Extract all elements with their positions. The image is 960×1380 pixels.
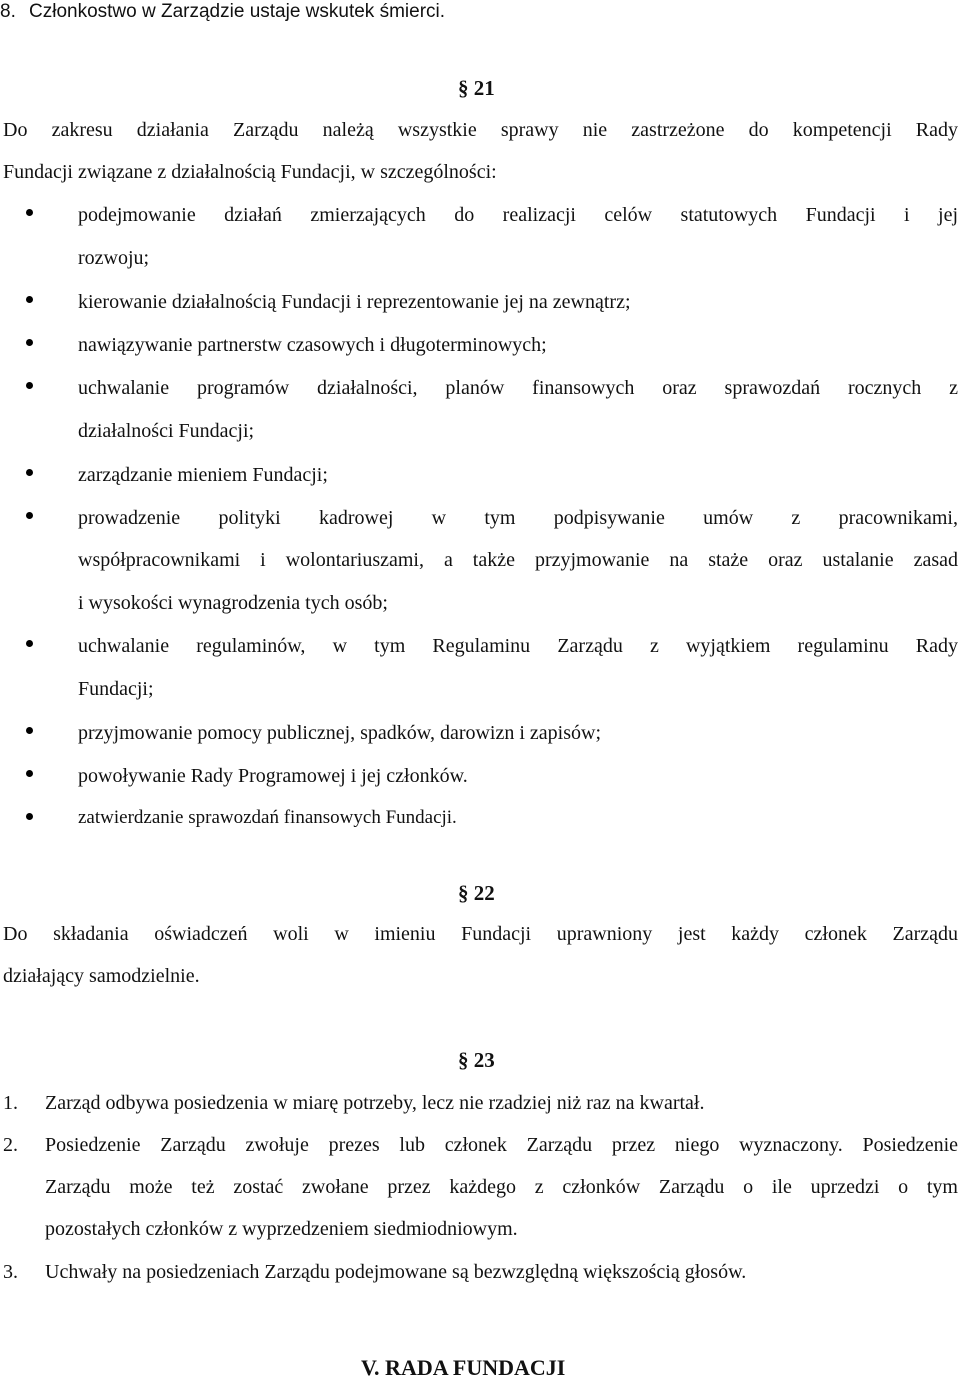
- bullet-9-line-1: powoływanie Rady Programowej i jej członków.: [78, 765, 468, 787]
- section-23-mark: § 23: [458, 1048, 495, 1072]
- section-21-intro-line-2: Fundacji związane z działalnością Fundacji, w szczególności:: [3, 161, 497, 183]
- bullet-5-line-1: zarządzanie mieniem Fundacji;: [78, 464, 328, 486]
- item-text: Członkostwo w Zarządzie ustaje wskutek śmierci.: [29, 1, 446, 22]
- bullet-icon: [26, 469, 33, 476]
- item-1-number: 1.: [3, 1092, 18, 1114]
- item-1-line-1: Zarząd odbywa posiedzenia w miarę potrzeby, lecz nie rzadziej niż raz na kwartał.: [45, 1092, 705, 1114]
- section-22-line-2: działający samodzielnie.: [3, 965, 200, 987]
- bullet-icon: [26, 339, 33, 346]
- bullet-4-line-2: działalności Fundacji;: [78, 420, 255, 442]
- item-3-number: 3.: [3, 1261, 18, 1283]
- bullet-icon: [26, 209, 33, 216]
- bullet-icon: [26, 727, 33, 734]
- bullet-icon: [26, 813, 33, 820]
- bullet-icon: [26, 770, 33, 777]
- bullet-7-line-2: Fundacji;: [78, 678, 154, 700]
- bullet-7-line-1: uchwalanie regulaminów, w tym Regulaminu Zarządu z wyjątkiem regulaminu Rady: [78, 635, 958, 657]
- bullet-icon: [26, 296, 33, 303]
- bullet-6-line-2: współpracownikami i wolontariuszami, a także przyjmowanie na staże oraz ustalanie zasad: [78, 549, 958, 571]
- section-22-line-1: Do składania oświadczeń woli w imieniu Fundacji uprawniony jest każdy członek Zarządu: [3, 923, 958, 945]
- item-number: 8.: [0, 1, 16, 22]
- section-21-intro-line-1: Do zakresu działania Zarządu należą wszystkie sprawy nie zastrzeżone do kompetencji Rady: [3, 119, 958, 141]
- bullet-4-line-1: uchwalanie programów działalności, planów finansowych oraz sprawozdań rocznych z: [78, 377, 958, 399]
- bullet-2-line-1: kierowanie działalnością Fundacji i reprezentowanie jej na zewnątrz;: [78, 291, 631, 313]
- item-2-line-3: pozostałych członków z wyprzedzeniem siedmiodniowym.: [45, 1218, 518, 1240]
- section-22-mark: § 22: [458, 881, 495, 905]
- bullet-3-line-1: nawiązywanie partnerstw czasowych i długoterminowych;: [78, 334, 547, 356]
- bullet-icon: [26, 512, 33, 519]
- bullet-icon: [26, 640, 33, 647]
- bullet-1-line-2: rozwoju;: [78, 247, 150, 269]
- item-2-line-1: Posiedzenie Zarządu zwołuje prezes lub członek Zarządu przez niego wyznaczony. Posiedzenie: [45, 1134, 958, 1156]
- chapter-heading: V. RADA FUNDACJI: [361, 1355, 566, 1380]
- bullet-6-line-1: prowadzenie polityki kadrowej w tym podpisywanie umów z pracownikami,: [78, 507, 958, 529]
- item-2-number: 2.: [3, 1134, 18, 1156]
- bullet-6-line-3: i wysokości wynagrodzenia tych osób;: [78, 592, 388, 614]
- item-3-line-1: Uchwały na posiedzeniach Zarządu podejmowane są bezwzględną większością głosów.: [45, 1261, 747, 1283]
- bullet-8-line-1: przyjmowanie pomocy publicznej, spadków, darowizn i zapisów;: [78, 722, 602, 744]
- section-21-mark: § 21: [458, 76, 495, 100]
- bullet-10-line-1: zatwierdzanie sprawozdań finansowych Fundacji.: [78, 807, 457, 828]
- bullet-icon: [26, 382, 33, 389]
- bullet-1-line-1: podejmowanie działań zmierzających do realizacji celów statutowych Fundacji i jej: [78, 204, 958, 226]
- item-2-line-2: Zarządu może też zostać zwołane przez każdego z członków Zarządu o ile uprzedzi o tym: [45, 1176, 958, 1198]
